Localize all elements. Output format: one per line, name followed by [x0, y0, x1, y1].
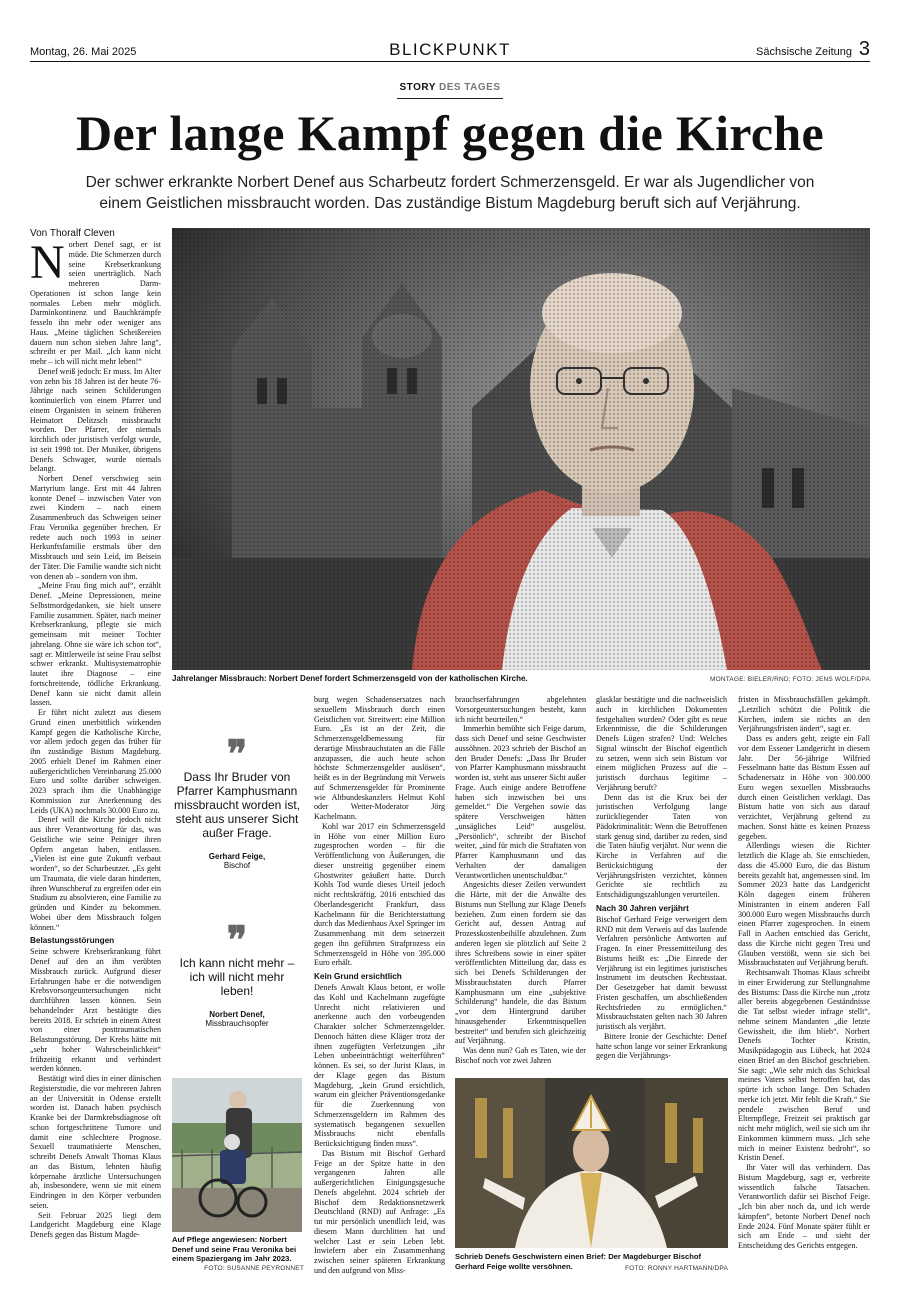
main-photo-caption: Jahrelanger Missbrauch: Norbert Denef fordert Schmerzensgeld von der katholischen Kirche. — [172, 674, 528, 683]
paragraph: Dass es anders geht, zeigte ein Fall vor dem Essener Landgericht in diesem Jahr. Der 56-jährige Wilfried Fesselmann hatte das Bistum Essen auf Schadenersatz in Höhe von 300.000 Euro wegen sexuellen Missbrauchs durch einen Geistlichen verklagt. Das Bistum hatte von sich aus darauf verzichtet, Verjährung geltend zu machen. Sonst hätte es keinen Prozess gegeben. — [738, 734, 870, 841]
paragraph: Denn das ist die Krux bei der juristischen Verfolgung lange zurückliegender Taten von Pädokriminalität: Wenn die Betroffenen stark genug sind, darüber zu reden, sind die Taten häufig verjährt. Nur wenn die Kirche in Verfahren auf die Berücksichtigung der Verjährungsfristen verzichtet, können Gerichte sie rechtlich zu Entschädigungszahlungen verurteilen. — [596, 792, 727, 899]
paragraph: Ihr Vater will das verhindern. Das Bistum Magdeburg, sagt er, verbreite wissentlich falsche Tatsachen. Verantwortlich dafür sei Bischof Feige. „Ich bin aber noch da, und ich werde kämpfen“, betonte Norbert Denef noch Ende 2024. Fünf Monate später fühlt er sich am Ende – und sieht der Entscheidung des Gerichts entgegen. — [738, 1163, 870, 1250]
bishop-photo-caption: Schrieb Denefs Geschwistern einen Brief: Der Magdeburger Bischof Gerhard Feige wollte versöhnen. — [455, 1252, 702, 1271]
paragraph: Immerhin bemühte sich Feige darum, dass sich Denef und seine Geschwister aussöhnen. 2023 schrieb der Bischof an den Bruder Denefs: „Dass Ihr Bruder von Pfarrer Kamphusmann missbraucht worden ist, steht aus unserer Sicht außer Frage. Auch einige andere Betroffene haben sich inzwischen bei uns gemeldet.“ Die Vergehen sowie das spätere Verschweigen hätten „unsägliches Leid“ ausgelöst. „Persönlich“, schreibt der Bischof weiter, „sind für mich die Straftaten von Pfarrer Kamphusmann und das Verhalten der damaligen Verantwortlichen unentschuldbar.“ — [455, 724, 586, 880]
couple-wheelchair-image — [172, 1078, 302, 1232]
quote-role: Missbrauchsopfer — [205, 1019, 269, 1028]
paragraph: Norbert Denef verschwieg sein Martyrium lange. Erst mit 44 Jahren konnte Denef – inzwischen Vater von zwei Kindern – nach einem Zusammenbruch das Schweigen seiner Frau Veronika gegenüber brechen. Er redete auch noch 1993 in seiner Herkunftsfamilie erstmals über den Missbrauch und sein Leid, im Beisein der Täter. Die Familie wandte sich nicht von denen ab – sondern von ihm. — [30, 474, 161, 581]
headline: Der lange Kampf gegen die Kirche — [76, 105, 824, 161]
page-number: 3 — [858, 38, 870, 60]
paragraph: Seit Februar 2025 liegt dem Landgericht Magdeburg eine Klage Denefs gegen das Bistum Magde- — [30, 1210, 161, 1239]
paragraph: Allerdings wiesen die Richter letztlich die Klage ab. Sie entschieden, dass die 45.000 Euro, die das Bistum bereits gezahlt hat, angemessen sind. Im Sommer 2023 hatte das Landgericht Köln dagegen einem früheren Ministranten in einem anderen Fall 300.000 Euro wegen Missbrauchs durch einen Pfarrer zugesprochen. In einem Fall in Aachen entschied das Gericht, dass die Kirche nicht gegen Treu und Glauben verstößt, wenn sie sich bei Missbrauchstaten auf Verjährung beruft. — [738, 841, 870, 968]
section-title: BLICKPUNKT — [389, 40, 511, 59]
subheading: Belastungsstörungen — [30, 936, 115, 946]
kicker-rule — [397, 98, 503, 99]
paragraph: Was denn nun? Gab es Taten, wie der Bischof noch vor zwei Jahren — [455, 1046, 586, 1065]
paragraph: Denefs Anwalt Klaus betont, er wolle das Kohl und Kachelmann zugefügte Unrecht nicht relativieren und anerkenne auch den vorbeugenden Charakter solcher Schmerzensgelder. Dennoch hätten diese Kläger trotz der ihnen zugefügten Verletzungen „ihr Leben unbeeinträchtigt weiterführen“ können. Es sei, so der Jurist Klaus, in der Klage gegen das Bistum Magdeburg, „kein Grund ersichtlich, warum ein gleicher Präventionsgedanke für die Zuerkennung von Schmerzensgeldern im Rahmen des systematisch begangenen sexuellen Missbrauchs nicht ebenfalls Berücksichtigung finden muss“. — [314, 983, 445, 1148]
quote-mark-icon: ❞ — [226, 920, 248, 962]
pull-quote-denef — [172, 920, 302, 1028]
main-photo — [172, 228, 870, 670]
paragraph: orbert Denef sagt, er ist müde. Die Schmerzen durch seine Krebserkrankung seien unerträglich. Nach mehreren Darm-Operationen ist schon lange kein normales Leben mehr möglich. Darminkontinenz und Bauchkrämpfe fesseln ihn mehr oder weniger ans Haus. „Meine täglichen Scheißereien dauern nun schon sieben Jahre lang“, schreibt er per Mail. „Ich kann nicht mehr – ich will nicht mehr leben!“ — [30, 240, 161, 366]
paragraph: glasklar bestätigte und die nachweislich auch in kirchlichen Dokumenten festgehalten wurden? Oder gibt es neue Erkenntnisse, die die Schilderungen Denefs Lügen strafen? Und: Welches Signal wünscht der Bischof eigentlich zu setzen, wenn sich sein Bistum vor einem möglichen Prozess auf die – juristisch durchaus legitime – Verjährung beruft? — [596, 695, 727, 792]
paragraph: Rechtsanwalt Thomas Klaus schreibt in einer Erwiderung zur Stellungnahme des Bistums: Dass die Kirche nun „trotz aller bereits abgegebenen Geständnisse die Tat selbst wieder infrage stellt“, nehme seinem Mandanten „die letzte Gewissheit, die ihm blieb“. Norbert Denefs Tochter Kristin, Musikpädagogin aus Lübeck, hat 2024 einen Brief an den Bischof geschrieben. Sie sagt: „Wie sehr mich das Schicksal meines Vaters selbst betroffen hat, das spürte ich schon lange. Den Schaden merke ich jetzt. Mir fehlt die Kraft.“ Sie pendele zwischen Beruf und Elternpflege, Freizeit sei praktisch gar nicht mehr möglich, weil sie sich um ihr Einkommen kümmern muss. „Ich sehe mich in meiner Existenz bedroht“, so Kristin Denef. — [738, 968, 870, 1163]
paragraph: Kohl war 2017 ein Schmerzensgeld in Höhe von einer Million Euro zugesprochen worden – für die Veröffentlichung von Äußerungen, die dieser unstreitig gegenüber einem Ghostwriter geäußert hatte. Durch Kohls Tod wurde dieses Urteil jedoch nicht rechtskräftig. 2016 entschied das Oberlandesgericht Frankfurt, dass Kachelmann für die Berichterstattung durch das Medienhaus Axel Springer im Zusammenhang mit dem seinerzeit gegen ihn geführten Strafprozess ein Schmerzensgeld in Höhe von 395.000 Euro erhält. — [314, 821, 445, 968]
paragraph: fristen in Missbrauchsfällen gekämpft. „Letztlich schützt die Politik die Kirchen, indem sie nichts an den Verjährungsfristen ändert“, sagt er. — [738, 695, 870, 734]
portrait-montage-image — [172, 228, 870, 670]
quote-role: Bischof — [223, 861, 251, 870]
paragraph: Denef will die Kirche jedoch nicht aus ihrer Verantwortung für das, was Geistliche wie seine Peiniger ihren Opfern angetan haben, entlassen. „Vielen ist eine gute Zukunft verbaut worden“, so der Scharbeutzer. „Es geht um Traumata, die viele daran hinderten, ihren Wunschberuf zu ergreifen oder ein Studium zu absolvieren, eine Familie zu gründen und Kinder zu bekommen. Wobei über dem Missbrauch folgen können.“ — [30, 815, 161, 932]
paragraph: Angesichts dieser Zeilen verwundert die Härte, mit der die Anwälte des Bistums nun Stellung zur Klage Denefs beziehen. Zum einen fordern sie das Gericht auf, dessen Antrag auf Prozesskostenbeihilfe abzulehnen. Zum anderen legen sie plötzlich auf Seite 2 ihres Schreibens sowie in einer später veröffentlichten Mitteilung dar, dass es sich bei Denefs Schilderungen der Missbrauchstaten durch Pfarrer Kamphusmann um eine „subjektive Schilderung“ handele, die das Bistum „vor dem Hintergrund darüber hinausgehender Erkenntnisquellen bestreitet“ und berufen sich gleichzeitig auf Verjährung. — [455, 880, 586, 1046]
paragraph: Bischof Gerhard Feige verweigert dem RND mit dem Verweis auf das laufende Verfahren persönliche Antworten auf Fragen. In einer Pressemitteilung des Bistums heißt es: „Die Einrede der Verjährung ist ein legitimes juristisches Instrument im deutschen Rechtsstaat. Der Gesetzgeber hat damit bewusst Fristen geschaffen, um abschließenden Rechtsfrieden zu ermöglichen.“ Missbrauchstaten gelten nach 30 Jahren juristisch als verjährt. — [596, 914, 727, 1031]
newspaper-name: Sächsische Zeitung — [756, 46, 852, 58]
paragraph: Seine schwere Krebserkrankung führt Denef auf den an ihm verübten Missbrauch zurück. Aufgrund dieser Erfahrungen habe er die notwendigen Krebsvorsorgeuntersuchungen nicht durchführen lassen können. Sein behandelnder Arzt bestätigte dies bereits 2018. Er schrieb in einem Attest von einer posttraumatischen Belastungsstörung. Der Krebs hätte mit „sehr hoher Wahrscheinlichkeit“ frühzeitig erkannt und verhindert werden können. — [30, 947, 161, 1074]
byline: Von Thoralf Cleven — [30, 228, 115, 239]
paragraph: Bittere Ironie der Geschichte: Denef hatte schon lange vor seiner Erkrankung gegen die Verjährungs- — [596, 1031, 727, 1061]
article-column-1 — [30, 240, 161, 1275]
bishop-feige-image — [455, 1078, 728, 1248]
subheading: Kein Grund ersichtlich — [314, 972, 402, 981]
article-column-4 — [596, 695, 727, 1069]
issue-date: Montag, 26. Mai 2025 — [30, 46, 137, 58]
paragraph: Das Bistum mit Bischof Gerhard Feige an der Spitze hatte in den vergangenen Jahren alle außergerichtlichen Einigungsgesuche Denefs abgelehnt. 2024 schrieb der Bischof dem Redaktionsnetzwerk Deutschland (RND) auf Anfrage: „Es tut mir persönlich unendlich leid, was diesem Mann durchlitten hat und welcher Last er sein Leben lebt. Inwiefern aber ein Zusammenhang zwischen seiner späteren Erkrankung und den aufgrund von Miss- — [314, 1148, 445, 1275]
kicker — [0, 82, 900, 93]
quote-text: Ich kann nicht mehr – ich will nicht mehr leben! — [179, 956, 295, 998]
paragraph: Denef weiß jedoch: Er muss. Im Alter von zehn bis 18 Jahren ist der heute 76-Jährige nach seinen Schilderungen kontinuierlich von einem Pfarrer und einem Organisten in seinem früheren Heimatort Delitzsch missbraucht worden. Der Pfarrer, der niemals kirchlich oder juristisch verfolgt wurde, ist seit 1998 tot. Der Musiker, übrigens Denefs Schwager, wurde niemals belangt. — [30, 366, 161, 474]
drop-cap: N — [30, 240, 65, 289]
quote-author: Gerhard Feige, — [208, 852, 266, 861]
quote-text: Dass Ihr Bruder von Pfarrer Kamphusmann missbraucht worden ist, steht aus unserer Sicht außer Frage. — [173, 770, 301, 840]
main-photo-credit: MONTAGE: BIELER/RND; FOTO: JENS WOLF/DPA — [709, 676, 870, 683]
header-rule — [30, 61, 870, 62]
bishop-photo — [455, 1078, 728, 1248]
paragraph: burg wegen Schadensersatzes nach sexuellem Missbrauch durch einen Geistlichen vor. Streitwert: eine Million Euro. „Es ist an der Zeit, die Schmerzensgeldbemessung für derartige Missbrauchstaten an die Fälle anzupassen, die auch heute schon höchste Schmerzensgelder auslösen“, heißt es in der Begründung mit Verweis auf Schmerzensgelder für Prominente wie Altbundeskanzlers Helmut Kohl oder Wetter-Moderator Jörg Kachelmann. — [314, 695, 445, 821]
article-column-3 — [455, 695, 586, 1069]
walk-photo-caption: Auf Pflege angewiesen: Norbert Denef und seine Frau Veronika bei einem Spaziergang im Jahr 2023. — [172, 1235, 297, 1263]
paragraph: Er führt nicht zuletzt aus diesem Grund einen unerbittlich wirkenden Kampf gegen die Katholische Kirche, vor allem jedoch gegen das früher für ihn zuständige Bistum Magdeburg. 2005 erhielt Denef im Rahmen einer außergerichtlichen Vereinbarung 25.000 Euro und sollte darüber schweigen. 2023 sprach ihm die Unabhängige Kommission zur Anerkennung des Leids (UKA) nochmals 30.000 Euro zu. — [30, 708, 161, 815]
kicker-story: STORY — [399, 82, 436, 93]
subheading: Nach 30 Jahren verjährt — [596, 903, 689, 913]
quote-author: Norbert Denef, — [209, 1010, 265, 1019]
article-column-5 — [738, 695, 870, 1275]
walk-photo — [172, 1078, 302, 1232]
paragraph: brauchserfahrungen abgelehnten Vorsorgeuntersuchungen besteht, kann ich nicht beurteilen.“ — [455, 695, 586, 724]
article-column-2 — [314, 695, 445, 1275]
paragraph: Bestätigt wird dies in einer dänischen Registerstudie, die vor mehreren Jahren an der Universität in Odense erstellt worden ist. Danach haben psychisch Kranke bei der Darmkrebsdiagnose oft schon fortgeschrittene Tumore und damit eine schlechtere Prognose. Sexuell traumatisierte Menschen, schreibt Denefs Anwalt Thomas Klaus an das Bistum, lehnten häufig körpernahe ärztliche Untersuchungen ab, insbesondere, wenn sie mit einem Eindringen in den Körper verbunden seien. — [30, 1074, 161, 1210]
pull-quote-bishop — [172, 734, 302, 870]
bishop-photo-credit: FOTO: RONNY HARTMANN/DPA — [625, 1265, 728, 1272]
kicker-des-tages: DES TAGES — [438, 82, 501, 93]
dek: Der schwer erkrankte Norbert Denef aus Scharbeutz fordert Schmerzensgeld. Er war als Jugendlicher von einem Geistlichen missbraucht worden. Das zuständige Bistum Magdeburg beruft sich auf Verjährung. — [85, 174, 815, 212]
walk-photo-credit: FOTO: SUSANNE PEYRONNET — [204, 1265, 304, 1272]
paragraph: „Meine Frau fing mich auf“, erzählt Denef. „Meine Depressionen, meine Selbstmordgedanken, sie hielt unsere Familie zusammen. Später, nach meiner Krebserkrankung, pflegte sie mich gemeinsam mit meiner Tochter jahrelang. Ohne sie wäre ich schon tot“, sagt er. Mittlerweile ist seine Frau selbst schwer erkrankt. Multisystematrophie lautet ihre Diagnose – eine fortschreitende, tödliche Erkrankung. Denef kann sie nicht damit allein lassen. — [30, 581, 161, 708]
quote-mark-icon: ❞ — [226, 734, 248, 776]
